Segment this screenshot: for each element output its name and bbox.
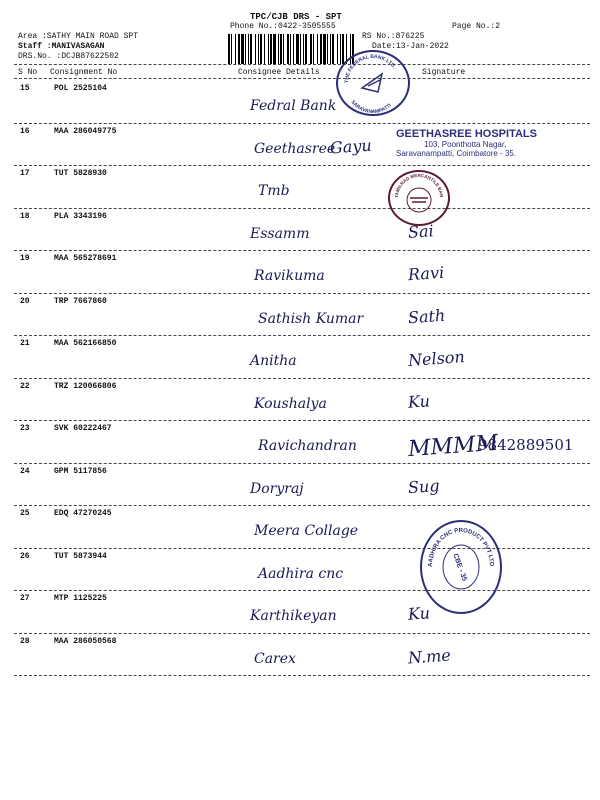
row-consignment-no: MAA 562166850 [54, 339, 117, 348]
row-divider [14, 165, 590, 166]
row-divider [14, 335, 590, 336]
row-sno: 18 [20, 211, 30, 221]
row-sno: 27 [20, 594, 30, 603]
row-sno: 25 [20, 509, 30, 518]
row-consignment-no: MTP 1125225 [54, 594, 107, 603]
doc-title: TPC/CJB DRS - SPT [250, 12, 342, 22]
tmb-stamp [388, 170, 450, 226]
row-divider [14, 505, 590, 506]
row-sno: 21 [20, 339, 30, 348]
hospital-name: GEETHASREE HOSPITALS [396, 128, 537, 140]
row-divider [14, 250, 590, 251]
row-divider [14, 463, 590, 464]
row-divider [14, 378, 590, 379]
row-consignment-no: PLA 3343196 [54, 211, 107, 221]
row-sno: 17 [20, 169, 30, 178]
row-sno: 22 [20, 381, 30, 391]
page-number: Page No.:2 [452, 22, 501, 31]
rs-number: RS No.:876225 [362, 32, 425, 41]
area: Area :SATHY MAIN ROAD SPT [18, 32, 139, 41]
row-sno: 23 [20, 424, 30, 433]
row-sno: 19 [20, 254, 30, 263]
row-divider [14, 548, 590, 549]
row-signature: Ravi [407, 262, 445, 285]
col-signature: Signature [422, 68, 466, 77]
row-consignment-no: POL 2525104 [54, 84, 107, 93]
row-signature: Nelson [407, 347, 466, 370]
row-consignee: Tmb [258, 183, 290, 199]
row-divider [14, 675, 590, 676]
row-consignee: Sathish Kumar [258, 310, 364, 327]
federal-stamp-line2: SARAVANAMPATTI [349, 99, 393, 114]
tmb-stamp-text: TAMILNAD MERCANTILE BAN [393, 172, 445, 199]
row-consignee: Karthikeyan [250, 608, 337, 624]
row-consignment-no: MAA 565278691 [54, 254, 117, 263]
aadhira-stamp-inner: CBE - 35 [451, 552, 468, 583]
svg-text:THE FEDERAL BANK LTD. [344, 54, 397, 83]
row-consignee: Essamm [250, 225, 310, 242]
row-consignment-no: EDQ 47270245 [54, 509, 112, 518]
drs-number: DRS.No. :DCJB87622502 [18, 52, 119, 61]
row-consignee: Carex [254, 650, 296, 667]
row-signature: Sai [407, 220, 435, 242]
row-consignee: Doryraj [250, 480, 304, 497]
row-consignment-no: TRZ 120066806 [54, 381, 117, 391]
hospital-addr1: 103, Poonthotta Nagar, [424, 140, 507, 149]
row-sno: 15 [20, 84, 30, 93]
row-signature: N.me [407, 645, 452, 667]
aadhira-stamp [420, 520, 502, 614]
row-consignee: Fedral Bank [250, 98, 337, 114]
row-signature: Ku [407, 603, 431, 624]
federal-stamp-line1: THE FEDERAL BANK LTD. [343, 53, 397, 84]
aadhira-stamp-outer: AADHIRA CNC PRODUCT PVT LTD [427, 527, 495, 568]
row-consignment-no: MAA 286050568 [54, 636, 117, 646]
row-signature: Sath [407, 305, 446, 327]
row-consignment-no: TRP 7667860 [54, 296, 107, 306]
row-consignee: Aadhira cnc [258, 565, 344, 582]
federal-bank-stamp [336, 50, 410, 116]
row-consignee: Geethasree [254, 140, 336, 157]
svg-text:TAMILNAD MERCANTILE BANK LTD. [390, 172, 444, 198]
row-consignment-no: MAA 286049775 [54, 126, 117, 136]
col-consignee: Consignee Details [238, 68, 320, 77]
row-sno: 28 [20, 636, 30, 646]
row-consignment-no: TUT 5873944 [54, 551, 107, 561]
hospital-addr2: Saravanampatti, Coimbatore - 35. [396, 149, 517, 158]
row-consignment-no: SVK 60222467 [54, 424, 112, 433]
row-divider [14, 590, 590, 591]
date: Date:13-Jan-2022 [372, 42, 449, 51]
row-consignee: Ravikuma [254, 268, 325, 284]
row-divider [14, 208, 590, 209]
row-signature: Sug [407, 475, 441, 497]
row-consignment-no: TUT 5828930 [54, 169, 107, 178]
row-consignee: Koushalya [254, 395, 327, 412]
row-divider [14, 293, 590, 294]
row-sno: 24 [20, 466, 30, 476]
row-consignee: Meera Collage [254, 523, 359, 539]
geethasree-stamp [396, 128, 537, 158]
row-sno: 16 [20, 126, 30, 136]
row-divider [14, 420, 590, 421]
barcode [228, 34, 356, 64]
row-signature: MMMM [407, 430, 499, 463]
col-sno: S No [18, 68, 38, 77]
row-divider [14, 123, 590, 124]
phone-number: Phone No.:0422-3505555 [230, 22, 336, 31]
row-consignment-no: GPM 5117856 [54, 466, 107, 476]
row-consignee: Anitha [250, 353, 297, 369]
staff: Staff :MANIVASAGAN [18, 42, 105, 51]
col-consignment: Consignment No [50, 68, 118, 77]
row-sno: 26 [20, 551, 30, 561]
row-consignee: Ravichandran [258, 438, 357, 454]
row-sno: 20 [20, 296, 30, 306]
row-divider [14, 633, 590, 634]
svg-text:SARAVANAMPATTI [350, 99, 394, 114]
row-phone: 9842889501 [478, 436, 574, 454]
row-signature: Gayu [329, 135, 373, 157]
row-signature: Ku [407, 390, 431, 412]
